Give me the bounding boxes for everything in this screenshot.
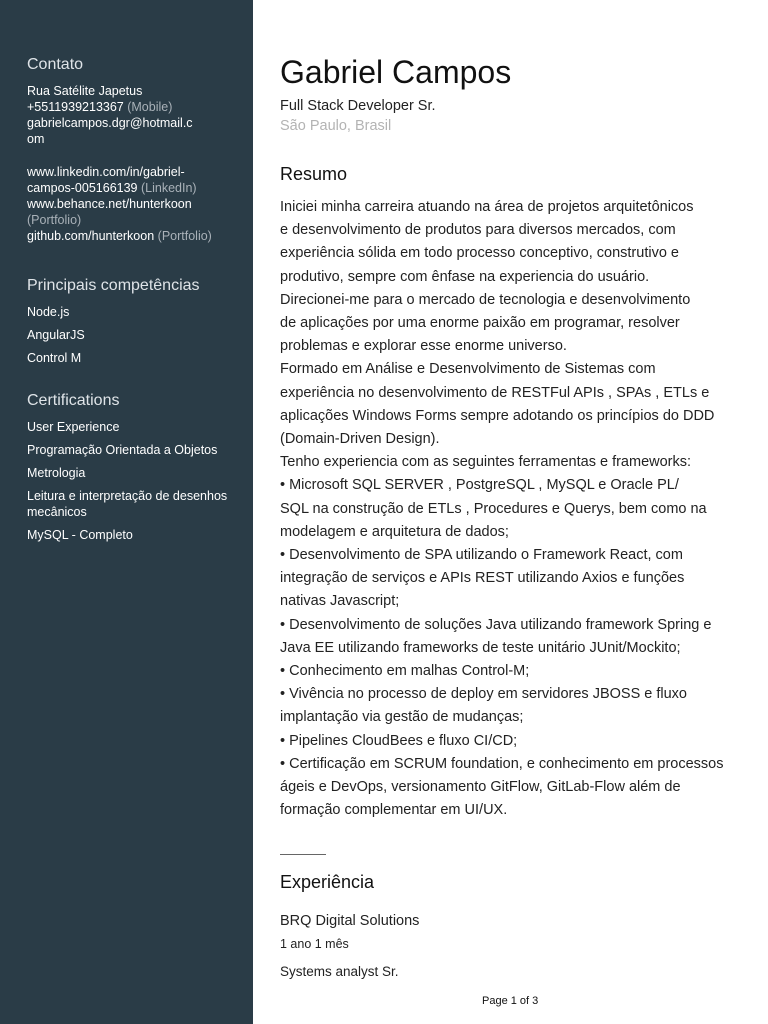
behance-url: www.behance.net/hunterkoon (27, 197, 192, 211)
contact-heading: Contato (27, 56, 84, 73)
linkedin-tag: (LinkedIn) (140, 181, 197, 195)
company-name: BRQ Digital Solutions (280, 913, 420, 929)
email-part-2: om (27, 132, 45, 146)
certification-item: Metrologia (27, 466, 86, 480)
summary-line: experiência no desenvolvimento de RESTFul APIs , SPAs , ETLs e (280, 384, 710, 401)
github-url: github.com/hunterkoon (27, 229, 155, 243)
skill-item: Node.js (27, 305, 70, 319)
summary-line: ágeis e DevOps, versionamento GitFlow, GitLab-Flow além de (280, 779, 681, 796)
certifications-section (27, 391, 242, 550)
profile-headline: Full Stack Developer Sr. (280, 98, 436, 114)
summary-line: nativas Javascript; (280, 593, 400, 610)
behance-link[interactable] (27, 196, 242, 228)
email-part-1: gabrielcampos.dgr@hotmail.c (27, 116, 193, 130)
phone-tag: (Mobile) (127, 100, 173, 114)
certifications-heading: Certifications (27, 392, 120, 409)
profile-name: Gabriel Campos (280, 54, 512, 90)
summary-line: Direcionei-me para o mercado de tecnologia e desenvolvimento (280, 291, 691, 308)
linkedin-part-1: www.linkedin.com/in/gabriel- (27, 165, 185, 179)
summary-line: formação complementar em UI/UX. (280, 802, 508, 819)
address: Rua Satélite Japetus (27, 84, 143, 98)
phone-line (27, 99, 242, 115)
summary-line: • Desenvolvimento de soluções Java utilizando framework Spring e (280, 616, 712, 633)
summary-line: Iniciei minha carreira atuando na área de projetos arquitetônicos (280, 199, 694, 215)
summary-line: implantação via gestão de mudanças; (280, 709, 524, 726)
page-number: Page 1 of 3 (482, 995, 539, 1007)
github-tag: (Portfolio) (157, 229, 212, 243)
section-divider (280, 854, 326, 855)
skills-heading: Principais competências (27, 277, 200, 294)
certification-item: User Experience (27, 420, 120, 434)
certification-item: Leitura e interpretação de desenhos mecânicos (27, 489, 228, 519)
summary-line: • Vivência no processo de deploy em servidores JBOSS e fluxo (280, 686, 687, 703)
job-title: Systems analyst Sr. (280, 964, 399, 979)
summary-line: integração de serviços e APIs REST utilizando Axios e funções (280, 570, 685, 587)
phone-number: +5511939213367 (27, 100, 124, 114)
summary-line: produtivo, sempre com ênfase na experiencia do usuário. (280, 268, 650, 285)
summary-line: Formado em Análise e Desenvolvimento de Sistemas com (280, 361, 656, 378)
sidebar (0, 0, 253, 1024)
summary-line: Java EE utilizando frameworks de teste unitário JUnit/Mockito; (280, 639, 681, 656)
github-link[interactable] (27, 228, 242, 244)
summary-line: de aplicações por uma enorme paixão em programar, resolver (280, 315, 680, 332)
certification-item: MySQL - Completo (27, 528, 133, 542)
behance-tag: (Portfolio) (27, 213, 82, 227)
summary-heading: Resumo (280, 164, 348, 184)
summary-line: SQL na construção de ETLs , Procedures e Querys, bem como na (280, 500, 707, 517)
email-link[interactable] (27, 115, 242, 147)
summary-line: • Conhecimento em malhas Control-M; (280, 663, 530, 680)
skills-section (27, 276, 242, 373)
summary-line: • Microsoft SQL SERVER , PostgreSQL , MySQL e Oracle PL/ (280, 477, 679, 494)
summary-line: Tenho experiencia com as seguintes ferramentas e frameworks: (280, 454, 692, 471)
summary-line: • Certificação em SCRUM foundation, e conhecimento em processos (280, 755, 724, 772)
summary-text (280, 196, 750, 822)
summary-line: • Pipelines CloudBees e fluxo CI/CD; (280, 732, 518, 749)
experience-heading: Experiência (280, 872, 375, 892)
skill-item: Control M (27, 351, 82, 365)
linkedin-part-2: campos-005166139 (27, 181, 138, 195)
summary-line: (Domain-Driven Design). (280, 431, 440, 448)
summary-line: modelagem e arquitetura de dados; (280, 523, 509, 540)
skill-item: AngularJS (27, 328, 85, 342)
summary-line: experiência sólida em todo processo conceptivo, construtivo e (280, 245, 679, 262)
summary-line: problemas e explorar esse enorme universo. (280, 338, 567, 355)
summary-line: e desenvolvimento de produtos para diversos mercados, com (280, 222, 676, 239)
certification-item: Programação Orientada a Objetos (27, 443, 218, 457)
summary-line: • Desenvolvimento de SPA utilizando o Framework React, com (280, 547, 683, 564)
linkedin-link[interactable] (27, 164, 242, 196)
contact-section (27, 55, 242, 244)
profile-location: São Paulo, Brasil (280, 118, 392, 134)
summary-line: aplicações Windows Forms sempre adotando os princípios do DDD (280, 407, 715, 424)
job-duration: 1 ano 1 mês (280, 937, 349, 951)
